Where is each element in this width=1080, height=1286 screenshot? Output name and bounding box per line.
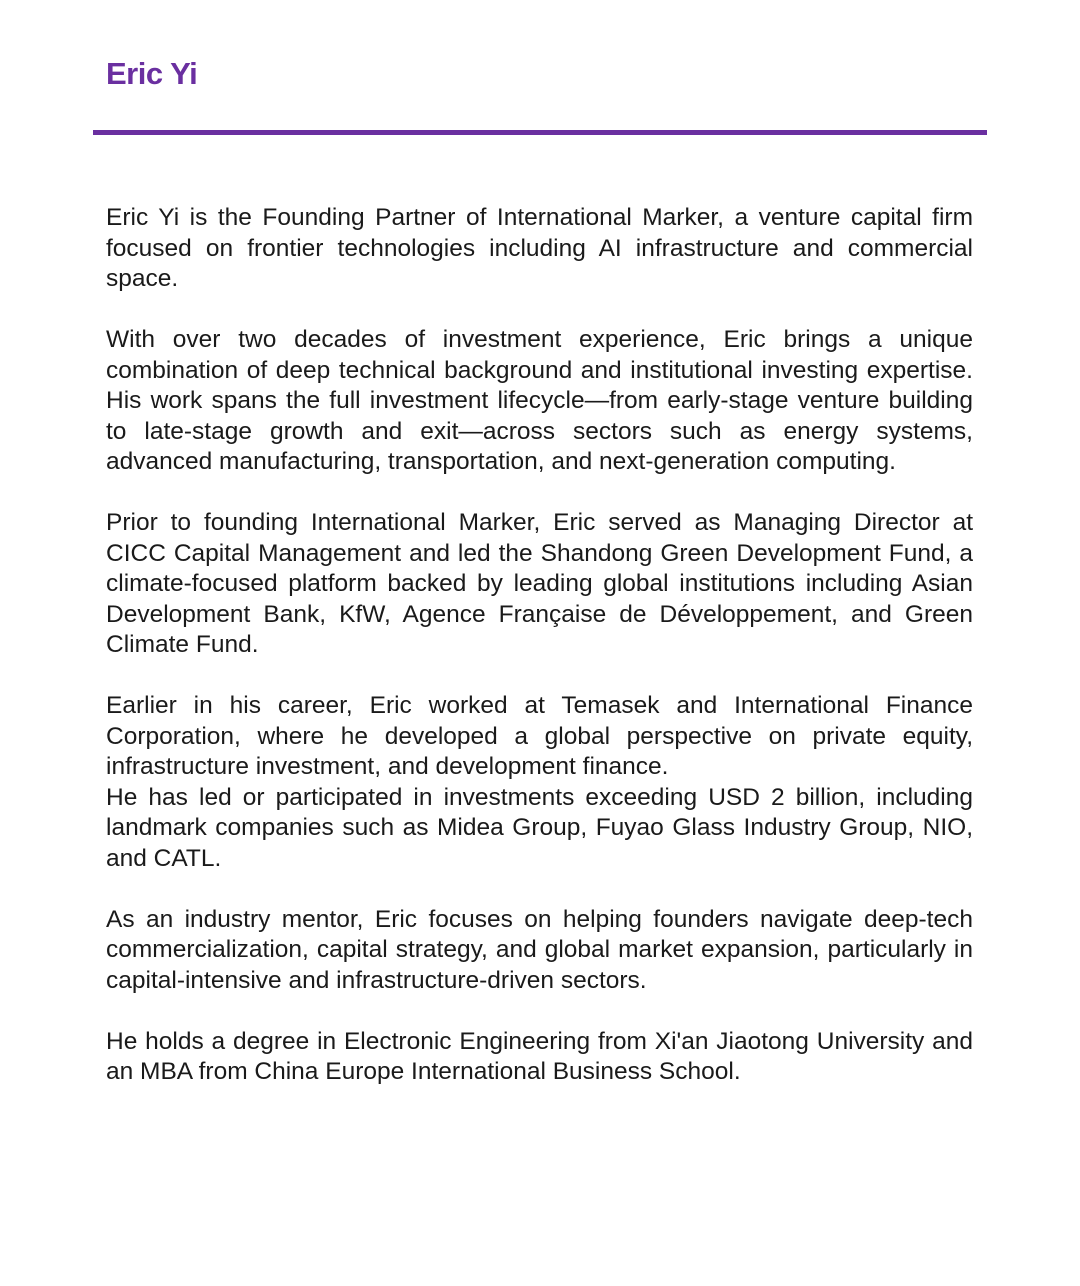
bio-paragraph-intro: Eric Yi is the Founding Partner of International Marker, a venture capital firm focused on frontier technologies including AI infrastructure and commercial space. bbox=[106, 204, 973, 292]
bio-paragraph-experience: With over two decades of investment experience, Eric brings a unique combination of deep technical background and institutional investing expertise. His work spans the full investment lifecycle—from early-stage venture building to late-stage growth and exit—across sectors such as energy systems, advanced manufacturing, transportation, and next-generation computing. bbox=[106, 326, 973, 475]
bio-paragraph-investments: He has led or participated in investments exceeding USD 2 billion, including landmark companies such as Midea Group, Fuyao Glass Industry Group, NIO, and CATL. bbox=[106, 783, 973, 872]
bio-content bbox=[106, 203, 973, 1118]
bio-paragraph-cicc: Prior to founding International Marker, Eric served as Managing Director at CICC Capital Management and led the Shandong Green Development Fund, a climate-focused platform backed by leading global institutions including Asian Development Bank, KfW, Agence Française de Développement, and Green Climate Fund. bbox=[106, 509, 973, 658]
bio-paragraph-mentor: As an industry mentor, Eric focuses on helping founders navigate deep-tech commercialization, capital strategy, and global market expansion, particularly in capital-intensive and infrastructure-driven sectors. bbox=[106, 905, 973, 994]
bio-paragraph-early-career: Earlier in his career, Eric worked at Temasek and International Finance Corporation, where he developed a global perspective on private equity, infrastructure investment, and development finance. bbox=[106, 692, 973, 780]
title-divider bbox=[93, 130, 987, 135]
bio-paragraph-education: He holds a degree in Electronic Engineering from Xi'an Jiaotong University and an MBA from China Europe International Business School. bbox=[106, 1027, 973, 1085]
page-title: Eric Yi bbox=[106, 56, 198, 91]
